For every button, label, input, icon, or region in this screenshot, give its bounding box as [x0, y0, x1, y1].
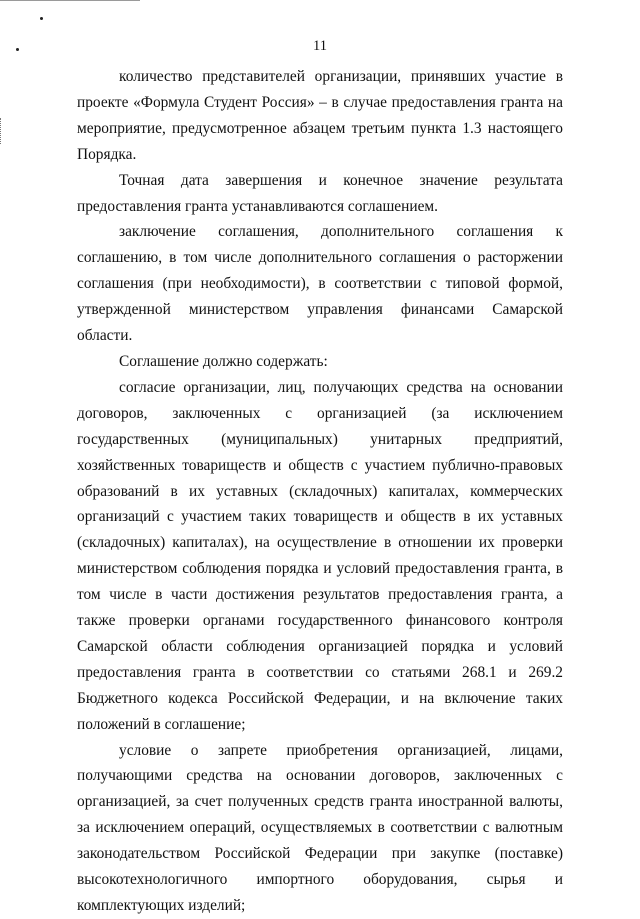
paragraph-agreement-contents: Соглашение должно содержать:	[119, 352, 328, 370]
document-body	[77, 64, 563, 919]
scan-edge-mark	[0, 118, 4, 144]
page-number: 11	[313, 38, 327, 54]
paragraph-currency-ban: условие о запрете приобретения организацией, лицами, получающими средства на основании договоров, заключенных с организацией, за счет полученных средств гранта иностранной валюты, за исключением операций, осуществляемых в соответствии с валютным законодательством Российской Федерации при закупке (поставке) высокотехнологичного импортного оборудования, сырья и комплектующих изделий;	[77, 741, 563, 914]
scan-speck	[40, 17, 43, 20]
paragraph-consent-to-checks: согласие организации, лиц, получающих средства на основании договоров, заключенных с организацией (за исключением государственных (муниципальных) унитарных предприятий, хозяйственных товариществ и обществ с участием публично-правовых образований в их уставных (складочных) капиталах, коммерческих организаций с участием таких товариществ и обществ в их уставных (складочных) капиталах), на осуществление в отношении их проверки министерством соблюдения порядка и условий предоставления гранта, в том числе в части достижения результатов предоставления гранта, а также проверки органами государственного финансового контроля Самарской области соблюдения организацией порядка и условий предоставления гранта в соответствии со статьями 268.1 и 269.2 Бюджетного кодекса Российской Федерации, и на включение таких положений в соглашение;	[77, 378, 563, 733]
scan-top-rule	[0, 0, 140, 1]
paragraph-completion-date: Точная дата завершения и конечное значение результата предоставления гранта устанавливаются соглашением.	[77, 171, 563, 215]
paragraph-participants-count: количество представителей организации, принявших участие в проекте «Формула Студент Россия» – в случае предоставления гранта на мероприятие, предусмотренное абзацем третьим пункта 1.3 настоящего Порядка.	[77, 68, 563, 163]
paragraph-agreement-conclusion: заключение соглашения, дополнительного соглашения к соглашению, в том числе дополнительного соглашения о расторжении соглашения (при необходимости), в соответствии с типовой формой, утвержденной министерством управления финансами Самарской области.	[77, 223, 563, 345]
